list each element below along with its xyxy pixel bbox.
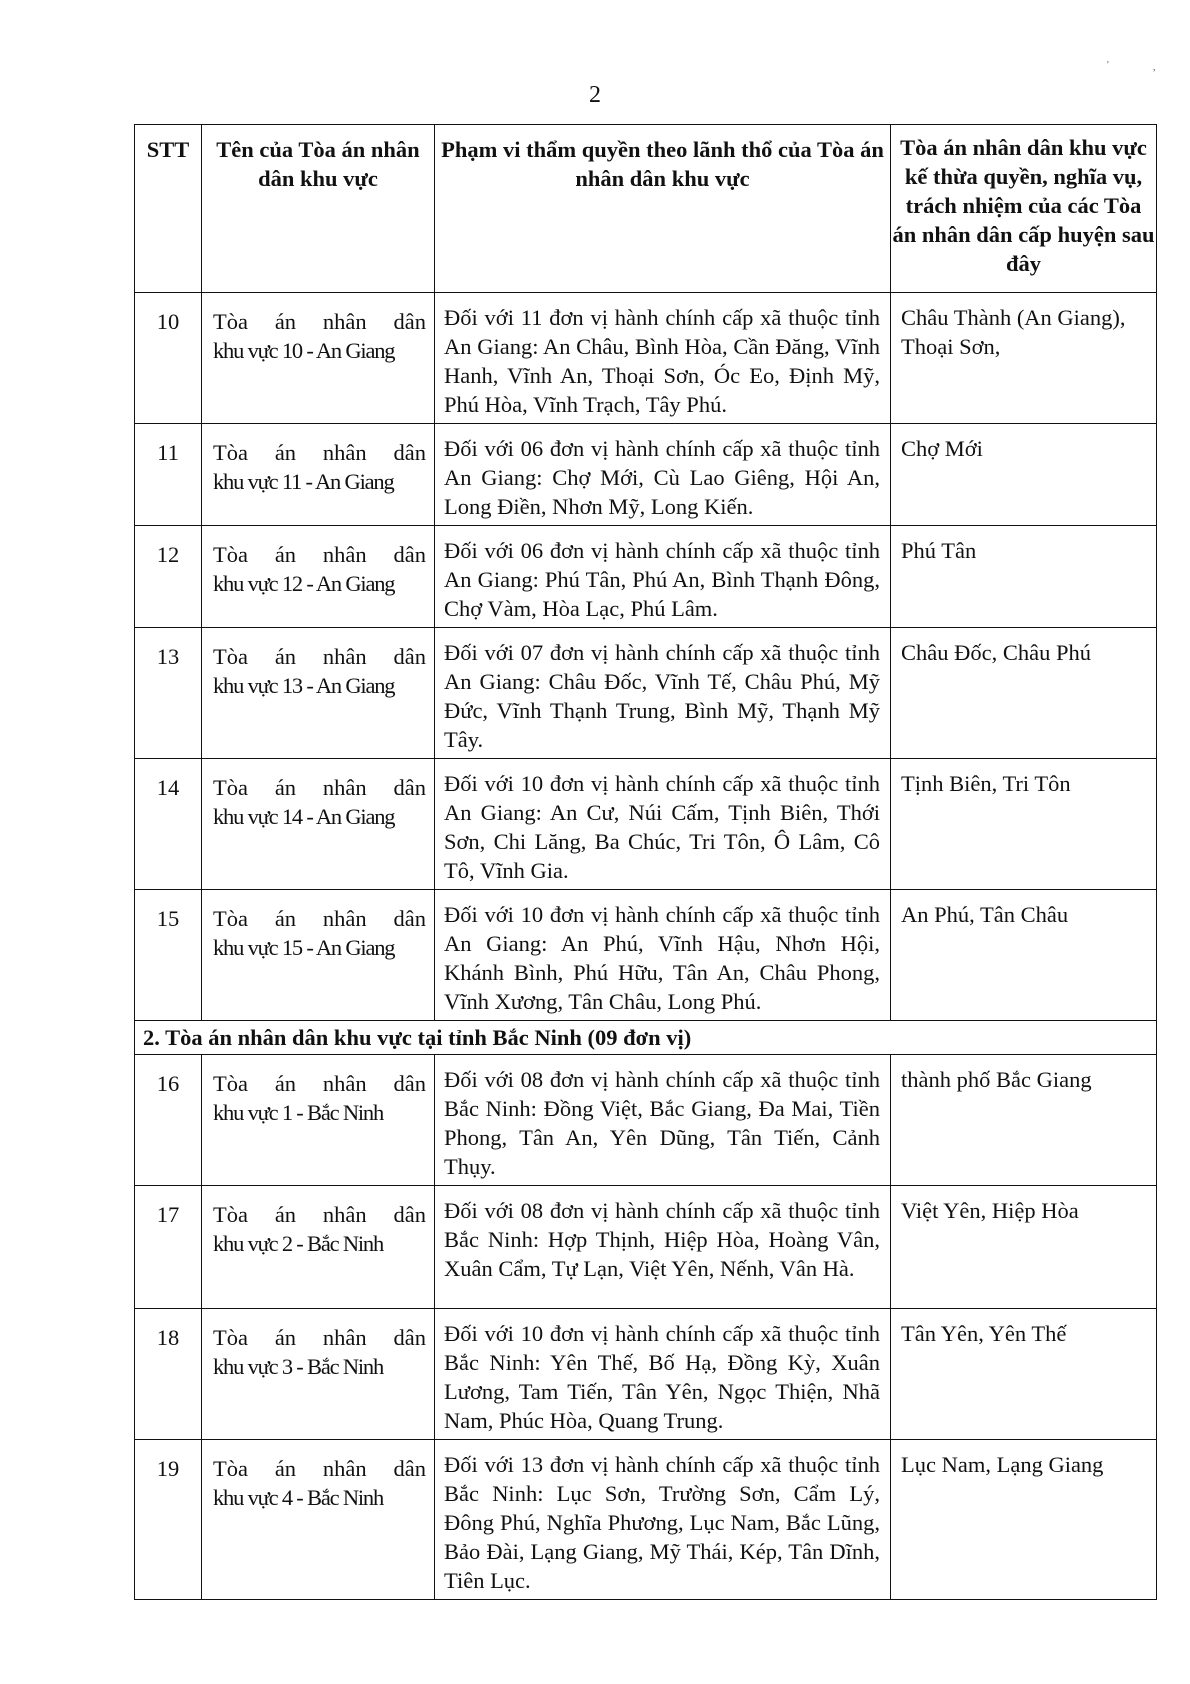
table-row [135, 1309, 1157, 1440]
cell-stt: 14 [135, 759, 202, 890]
header-stt: STT [135, 125, 202, 293]
court-name-word: dân [393, 1325, 426, 1350]
scan-mark: ' [1107, 60, 1109, 71]
cell-stt: 19 [135, 1440, 202, 1600]
court-name-line-1 [213, 904, 426, 933]
court-name-word: án [274, 1456, 297, 1481]
header-court-name: Tên của Tòa án nhân dân khu vực [202, 125, 435, 293]
court-name-line-1 [213, 307, 426, 336]
cell-stt: 16 [135, 1055, 202, 1186]
header-scope: Phạm vi thẩm quyền theo lãnh thổ của Tòa án nhân dân khu vực [435, 125, 891, 293]
court-name-word: dân [393, 1456, 426, 1481]
court-name-word: án [274, 1202, 297, 1227]
court-name-line-1 [213, 642, 426, 671]
court-name-word: dân [393, 775, 426, 800]
cell-scope: Đối với 06 đơn vị hành chính cấp xã thuộc tỉnh An Giang: Phú Tân, Phú An, Bình Thạnh Đông, Chợ Vàm, Hòa Lạc, Phú Lâm. [435, 526, 891, 628]
court-name-line-2: khu vực 10 - An Giang [213, 338, 395, 363]
cell-stt: 18 [135, 1309, 202, 1440]
court-name-line-2: khu vực 4 - Bắc Ninh [213, 1485, 384, 1510]
cell-scope: Đối với 07 đơn vị hành chính cấp xã thuộc tỉnh An Giang: Châu Đốc, Vĩnh Tế, Châu Phú, Mỹ Đức, Vĩnh Thạnh Trung, Bình Mỹ, Thạnh Mỹ Tây. [435, 628, 891, 759]
cell-stt: 17 [135, 1186, 202, 1309]
table-row [135, 759, 1157, 890]
table-header-row [135, 125, 1157, 293]
table-row [135, 628, 1157, 759]
court-name-line-1 [213, 1454, 426, 1483]
cell-court-name [202, 759, 435, 890]
court-name-word: án [274, 1071, 297, 1096]
court-name-word: nhân [322, 542, 367, 567]
section-heading: 2. Tòa án nhân dân khu vực tại tỉnh Bắc Ninh (09 đơn vị) [135, 1021, 1157, 1055]
court-name-word: nhân [322, 906, 367, 931]
cell-scope: Đối với 06 đơn vị hành chính cấp xã thuộc tỉnh An Giang: Chợ Mới, Cù Lao Giêng, Hội An, Long Điền, Nhơn Mỹ, Long Kiến. [435, 424, 891, 526]
court-name-word: án [274, 1325, 297, 1350]
table-row [135, 890, 1157, 1021]
court-name-word: dân [393, 309, 426, 334]
court-name-line-2: khu vực 2 - Bắc Ninh [213, 1231, 384, 1256]
court-name-word: nhân [322, 1071, 367, 1096]
cell-inherit: Châu Đốc, Châu Phú [891, 628, 1157, 759]
table-row [135, 526, 1157, 628]
cell-court-name [202, 1055, 435, 1186]
cell-court-name [202, 890, 435, 1021]
court-name-line-2: khu vực 3 - Bắc Ninh [213, 1354, 384, 1379]
court-name-line-2: khu vực 15 - An Giang [213, 935, 395, 960]
cell-stt: 12 [135, 526, 202, 628]
cell-court-name [202, 1440, 435, 1600]
cell-inherit: thành phố Bắc Giang [891, 1055, 1157, 1186]
cell-stt: 10 [135, 293, 202, 424]
court-name-word: dân [393, 1202, 426, 1227]
court-name-word: Tòa [213, 1325, 248, 1350]
court-name-word: án [274, 440, 297, 465]
court-name-word: dân [393, 644, 426, 669]
court-name-line-1 [213, 1069, 426, 1098]
court-name-word: án [274, 644, 297, 669]
cell-inherit: Việt Yên, Hiệp Hòa [891, 1186, 1157, 1309]
cell-scope: Đối với 08 đơn vị hành chính cấp xã thuộc tỉnh Bắc Ninh: Hợp Thịnh, Hiệp Hòa, Hoàng Vân, Xuân Cẩm, Tự Lạn, Việt Yên, Nếnh, Vân Hà. [435, 1186, 891, 1309]
table-row [135, 1440, 1157, 1600]
cell-court-name [202, 526, 435, 628]
cell-court-name [202, 628, 435, 759]
page-number: 2 [589, 82, 601, 108]
court-name-word: dân [393, 440, 426, 465]
court-name-word: dân [393, 906, 426, 931]
table-row [135, 1055, 1157, 1186]
court-name-word: nhân [322, 440, 367, 465]
cell-scope: Đối với 08 đơn vị hành chính cấp xã thuộc tỉnh Bắc Ninh: Đồng Việt, Bắc Giang, Đa Mai, Tiền Phong, Tân An, Yên Dũng, Tân Tiến, Cảnh Thụy. [435, 1055, 891, 1186]
cell-scope: Đối với 10 đơn vị hành chính cấp xã thuộc tỉnh Bắc Ninh: Yên Thế, Bố Hạ, Đồng Kỳ, Xuân Lương, Tam Tiến, Tân Yên, Ngọc Thiện, Nhã Nam, Phúc Hòa, Quang Trung. [435, 1309, 891, 1440]
cell-inherit: Tân Yên, Yên Thế [891, 1309, 1157, 1440]
cell-inherit: Phú Tân [891, 526, 1157, 628]
court-name-word: Tòa [213, 1071, 248, 1096]
court-name-word: dân [393, 542, 426, 567]
court-name-word: Tòa [213, 309, 248, 334]
court-name-word: án [274, 775, 297, 800]
court-name-word: nhân [322, 775, 367, 800]
court-name-word: Tòa [213, 542, 248, 567]
scan-mark: , [1153, 62, 1156, 73]
court-name-word: Tòa [213, 440, 248, 465]
cell-stt: 15 [135, 890, 202, 1021]
cell-court-name [202, 1309, 435, 1440]
table-row [135, 424, 1157, 526]
court-name-word: Tòa [213, 644, 248, 669]
cell-scope: Đối với 11 đơn vị hành chính cấp xã thuộc tỉnh An Giang: An Châu, Bình Hòa, Cần Đăng, Vĩnh Hanh, Vĩnh An, Thoại Sơn, Óc Eo, Định Mỹ, Phú Hòa, Vĩnh Trạch, Tây Phú. [435, 293, 891, 424]
court-name-line-2: khu vực 13 - An Giang [213, 673, 395, 698]
cell-inherit: Lục Nam, Lạng Giang [891, 1440, 1157, 1600]
section-row [135, 1021, 1157, 1055]
court-name-word: nhân [322, 309, 367, 334]
court-name-line-2: khu vực 14 - An Giang [213, 804, 395, 829]
cell-inherit: An Phú, Tân Châu [891, 890, 1157, 1021]
cell-inherit: Tịnh Biên, Tri Tôn [891, 759, 1157, 890]
header-inherit: Tòa án nhân dân khu vực kế thừa quyền, nghĩa vụ, trách nhiệm của các Tòa án nhân dân cấp huyện sau đây [891, 125, 1157, 293]
court-name-word: Tòa [213, 775, 248, 800]
cell-scope: Đối với 10 đơn vị hành chính cấp xã thuộc tỉnh An Giang: An Phú, Vĩnh Hậu, Nhơn Hội, Khánh Bình, Phú Hữu, Tân An, Châu Phong, Vĩnh Xương, Tân Châu, Long Phú. [435, 890, 891, 1021]
court-name-line-1 [213, 540, 426, 569]
court-name-word: nhân [322, 1325, 367, 1350]
cell-court-name [202, 1186, 435, 1309]
court-name-word: án [274, 906, 297, 931]
court-name-word: dân [393, 1071, 426, 1096]
court-name-line-1 [213, 1323, 426, 1352]
court-name-word: nhân [322, 1456, 367, 1481]
court-name-line-2: khu vực 11 - An Giang [213, 469, 394, 494]
court-name-word: án [274, 542, 297, 567]
cell-stt: 13 [135, 628, 202, 759]
court-name-line-2: khu vực 12 - An Giang [213, 571, 395, 596]
court-name-line-1 [213, 773, 426, 802]
table-row [135, 293, 1157, 424]
court-name-word: Tòa [213, 1456, 248, 1481]
cell-inherit: Châu Thành (An Giang), Thoại Sơn, [891, 293, 1157, 424]
cell-stt: 11 [135, 424, 202, 526]
court-table [134, 124, 1157, 1600]
cell-inherit: Chợ Mới [891, 424, 1157, 526]
court-name-line-2: khu vực 1 - Bắc Ninh [213, 1100, 384, 1125]
court-name-word: nhân [322, 1202, 367, 1227]
court-name-word: án [274, 309, 297, 334]
court-name-word: Tòa [213, 906, 248, 931]
court-name-word: Tòa [213, 1202, 248, 1227]
cell-court-name [202, 293, 435, 424]
table-row [135, 1186, 1157, 1309]
court-name-line-1 [213, 438, 426, 467]
cell-scope: Đối với 13 đơn vị hành chính cấp xã thuộc tỉnh Bắc Ninh: Lục Sơn, Trường Sơn, Cẩm Lý, Đông Phú, Nghĩa Phương, Lục Nam, Bắc Lũng, Bảo Đài, Lạng Giang, Mỹ Thái, Kép, Tân Dĩnh, Tiên Lục. [435, 1440, 891, 1600]
cell-scope: Đối với 10 đơn vị hành chính cấp xã thuộc tỉnh An Giang: An Cư, Núi Cấm, Tịnh Biên, Thới Sơn, Chi Lăng, Ba Chúc, Tri Tôn, Ô Lâm, Cô Tô, Vĩnh Gia. [435, 759, 891, 890]
cell-court-name [202, 424, 435, 526]
court-name-line-1 [213, 1200, 426, 1229]
court-name-word: nhân [322, 644, 367, 669]
